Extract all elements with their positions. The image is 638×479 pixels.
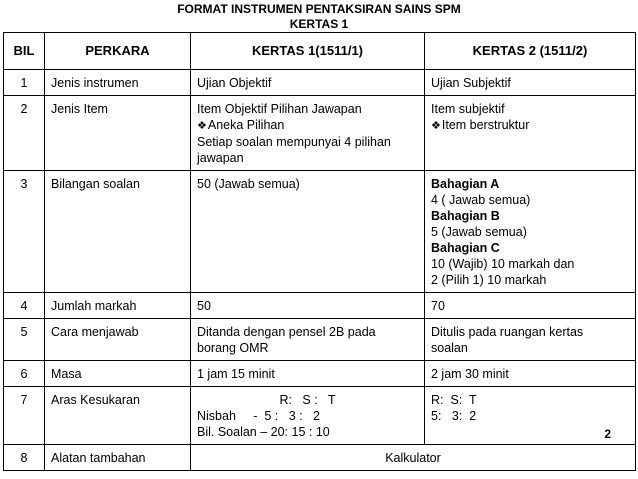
row-bil: 1 xyxy=(4,70,45,96)
cell-line: 5: 3: 2 xyxy=(431,409,477,423)
section-label: Bahagian B xyxy=(431,209,500,223)
diamond-bullet-icon: ❖ xyxy=(431,120,441,132)
cell-line: borang OMR xyxy=(197,341,269,355)
cell-line: 2 (Pilih 1) 10 markah xyxy=(431,273,547,287)
row-kertas-2: 70 xyxy=(425,293,636,319)
row-kertas-1 xyxy=(191,319,425,361)
cell-line: Bil. Soalan – 20: 15 : 10 xyxy=(197,425,330,439)
cell-line: Ditanda dengan pensel 2B pada xyxy=(197,325,376,339)
row-bil: 4 xyxy=(4,293,45,319)
cell-line: 10 (Wajib) 10 markah dan xyxy=(431,257,575,271)
table-row xyxy=(4,319,636,361)
cell-line: Setiap soalan mempunyai 4 pilihan xyxy=(197,135,391,149)
table-header-row xyxy=(4,33,636,70)
bullet-text: Item berstruktur xyxy=(441,118,530,132)
row-perkara: Jenis instrumen xyxy=(45,70,191,96)
row-bil: 6 xyxy=(4,361,45,387)
table-row xyxy=(4,70,636,96)
row-perkara: Jumlah markah xyxy=(45,293,191,319)
row-kertas-1: 50 xyxy=(191,293,425,319)
page-number: 2 xyxy=(604,427,611,441)
section-label: Bahagian C xyxy=(431,241,500,255)
document-subtitle: KERTAS 1 xyxy=(289,17,349,31)
table-row xyxy=(4,361,636,387)
row-perkara: Jenis Item xyxy=(45,96,191,171)
row-kertas-2 xyxy=(425,171,636,293)
section-label: Bahagian A xyxy=(431,177,500,191)
cell-line: 4 ( Jawab semua) xyxy=(431,193,531,207)
header-kertas-1: KERTAS 1(1511/1) xyxy=(191,33,425,70)
row-kertas-1: Ujian Objektif xyxy=(191,70,425,96)
cell-line: Item subjektif xyxy=(431,102,505,116)
header-bil: BIL xyxy=(4,33,45,70)
cell-line: R: S: T xyxy=(431,393,477,407)
row-perkara: Masa xyxy=(45,361,191,387)
table-row xyxy=(4,171,636,293)
row-kertas-1 xyxy=(191,387,425,445)
table-row xyxy=(4,96,636,171)
row-merged-value: Kalkulator xyxy=(191,445,636,471)
bullet-text: Aneka Pilihan xyxy=(207,118,285,132)
cell-line: 5 (Jawab semua) xyxy=(431,225,527,239)
row-kertas-1: 1 jam 15 minit xyxy=(191,361,425,387)
row-bil: 3 xyxy=(4,171,45,293)
row-kertas-1 xyxy=(191,96,425,171)
format-table xyxy=(3,32,636,471)
row-bil: 5 xyxy=(4,319,45,361)
row-perkara: Bilangan soalan xyxy=(45,171,191,293)
cell-line: jawapan xyxy=(197,151,244,165)
header-perkara: PERKARA xyxy=(45,33,191,70)
row-bil: 8 xyxy=(4,445,45,471)
bullet-line xyxy=(431,117,629,134)
diamond-bullet-icon: ❖ xyxy=(197,120,207,132)
row-kertas-2: 2 jam 30 minit xyxy=(425,361,636,387)
bullet-line xyxy=(197,117,418,134)
row-kertas-2: Ujian Subjektif xyxy=(425,70,636,96)
table-row xyxy=(4,293,636,319)
document-title: FORMAT INSTRUMEN PENTAKSIRAN SAINS SPM xyxy=(177,2,461,16)
cell-line: soalan xyxy=(431,341,468,355)
table-row xyxy=(4,445,636,471)
cell-line: Ditulis pada ruangan kertas xyxy=(431,325,584,339)
row-kertas-1: 50 (Jawab semua) xyxy=(191,171,425,293)
row-kertas-2 xyxy=(425,319,636,361)
table-row xyxy=(4,387,636,445)
row-kertas-2 xyxy=(425,96,636,171)
cell-line: Item Objektif Pilihan Jawapan xyxy=(197,102,362,116)
row-perkara: Cara menjawab xyxy=(45,319,191,361)
row-kertas-2 xyxy=(425,387,636,445)
header-kertas-2: KERTAS 2 (1511/2) xyxy=(425,33,636,70)
row-perkara: Aras Kesukaran xyxy=(45,387,191,445)
row-bil: 2 xyxy=(4,96,45,171)
row-perkara: Alatan tambahan xyxy=(45,445,191,471)
cell-line: R: S : T xyxy=(279,393,336,407)
row-bil: 7 xyxy=(4,387,45,445)
cell-line: Nisbah - 5 : 3 : 2 xyxy=(197,409,320,423)
